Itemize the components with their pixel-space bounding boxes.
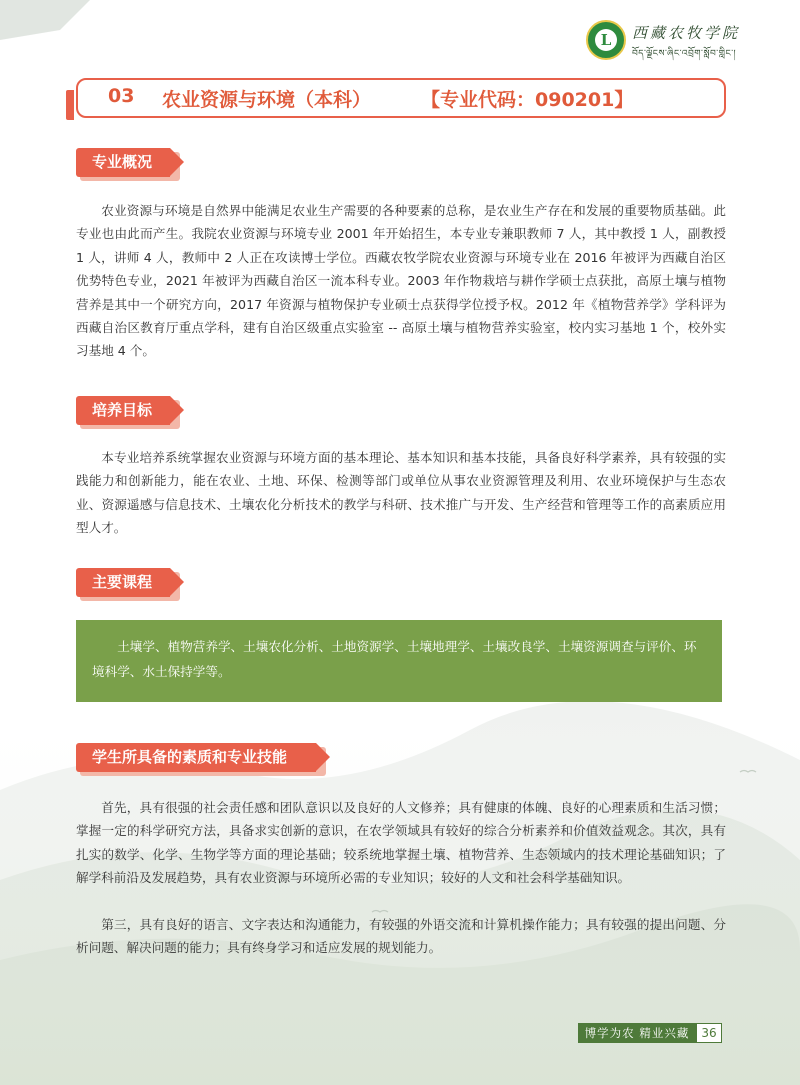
major-number: 03 (108, 85, 135, 107)
footer-slogan: 博学为农 精业兴藏 (578, 1023, 696, 1043)
logo-name-cn: 西藏农牧学院 (632, 24, 741, 42)
skills-paragraph-1: 首先，具有很强的社会责任感和团队意识以及良好的人文修养；具有健康的体魄、良好的心理素质和生活习惯；掌握一定的科学研究方法，具备求实创新的意识，在农学领域具有较好的综合分析素养和价值效益观念。其次，具有扎实的数学、化学、生物学等方面的理论基础；较系统地掌握土壤、植物营养、生态领域内的技术理论基础知识；了解学科前沿及发展趋势，具有农业资源与环境所必需的专业知识；较好的人文和社会科学基础知识。 (76, 800, 726, 886)
goals-paragraph: 本专业培养系统掌握农业资源与环境方面的基本理论、基本知识和基本技能，具备良好科学素养，具有较强的实践能力和创新能力，能在农业、土地、环保、检测等部门或单位从事农业资源管理及利用、农业环境保护与生态农业、资源遥感与信息技术、土壤农化分析技术的教学与科研、技术推广与开发、生产经营和管理等工作的高素质应用型人才。 (76, 450, 726, 536)
overview-paragraph: 农业资源与环境是自然界中能满足农业生产需要的各种要素的总称，是农业生产存在和发展的重要物质基础。此专业也由此而产生。我院农业资源与环境专业 2001 年开始招生，本专业专兼职教师 7 人，其中教授 1 人，副教授 1 人，讲师 4 人，教师中 2 人正在攻读博士学位。西藏农牧学院农业资源与环境专业在 2016 年被评为西藏自治区优势特色专业，2021 年被评为西藏自治区一流本科专业。2003 年作物栽培与耕作学硕士点获批，高原土壤与植物营养是其中一个研究方向，2017 年资源与植物保护专业硕士点获得学位授予权。2012 年《植物营养学》学科评为西藏自治区教育厅重点学科，建有自治区级重点实验室 -- 高原土壤与植物营养实验室，校内实习基地 1 个，校外实习基地 4 个。 (76, 203, 726, 359)
courses-text: 土壤学、植物营养学、土壤农化分析、土地资源学、土壤地理学、土壤改良学、土壤资源调查与评价、环境科学、水土保持学等。 (92, 639, 697, 679)
major-code: 【专业代码：090201】 (421, 89, 634, 111)
major-name: 农业资源与环境（本科） (162, 89, 372, 111)
section-heading-courses: 主要课程 (76, 568, 170, 597)
title-banner (76, 78, 726, 118)
section-heading-overview: 专业概况 (76, 148, 170, 177)
skills-paragraph-2: 第三，具有良好的语言、文字表达和沟通能力，有较强的外语交流和计算机操作能力；具有较强的提出问题、分析问题、解决问题的能力；具有终身学习和适应发展的规划能力。 (76, 917, 726, 956)
page-number: 36 (696, 1023, 722, 1043)
logo-emblem (586, 20, 626, 60)
section-heading-goals: 培养目标 (76, 396, 170, 425)
logo-mark: L (595, 29, 617, 51)
logo-name-tibetan: བོད་ལྗོངས་ཞིང་འབྲོག་སློབ་གླིང་། (632, 49, 737, 59)
title-accent-bar (66, 90, 74, 120)
courses-box (76, 620, 722, 702)
section-heading-skills: 学生所具备的素质和专业技能 (76, 743, 316, 772)
college-logo (586, 20, 786, 66)
